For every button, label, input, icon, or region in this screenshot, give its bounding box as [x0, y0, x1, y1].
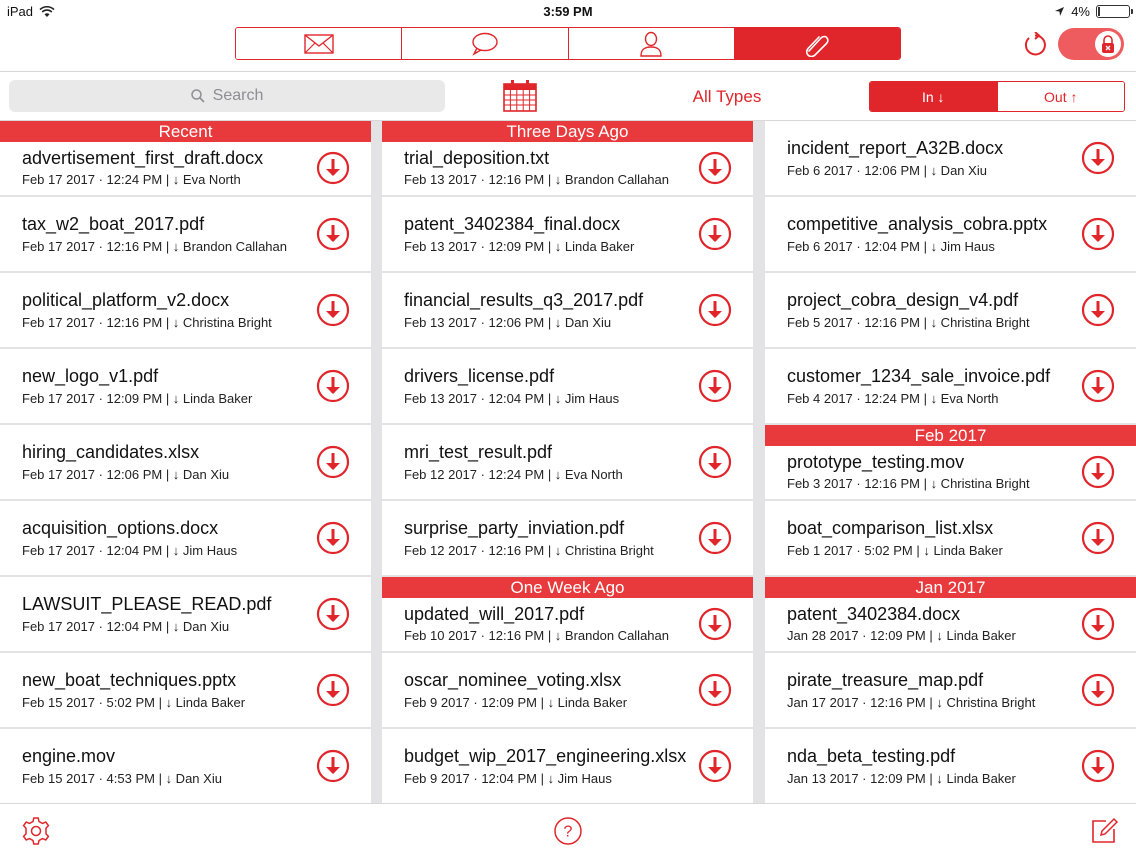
download-button[interactable] — [698, 369, 732, 403]
file-item[interactable] — [382, 577, 753, 651]
file-meta: Jan 17 2017 · 12:16 PM | ↓ Christina Bright — [787, 695, 1036, 710]
file-item[interactable] — [0, 349, 371, 423]
download-button[interactable] — [1081, 607, 1115, 641]
file-meta: Feb 15 2017 · 5:02 PM | ↓ Linda Baker — [22, 695, 246, 710]
file-item[interactable] — [382, 197, 753, 271]
download-icon — [698, 151, 732, 185]
file-name: oscar_nominee_voting.xlsx — [404, 670, 622, 690]
download-button[interactable] — [316, 151, 350, 185]
download-button[interactable] — [316, 521, 350, 555]
file-item[interactable] — [765, 729, 1136, 803]
file-meta: Feb 9 2017 · 12:04 PM | ↓ Jim Haus — [404, 771, 612, 786]
download-icon — [1081, 455, 1115, 489]
file-item[interactable] — [765, 121, 1136, 195]
file-meta: Feb 17 2017 · 12:16 PM | ↓ Christina Bright — [22, 315, 272, 330]
download-button[interactable] — [1081, 141, 1115, 175]
file-name: new_logo_v1.pdf — [22, 366, 159, 386]
tab-contacts[interactable] — [569, 28, 735, 59]
section-header: Jan 2017 — [765, 577, 1136, 598]
download-icon — [316, 151, 350, 185]
status-time: 3:59 PM — [543, 4, 593, 19]
file-meta: Feb 6 2017 · 12:04 PM | ↓ Jim Haus — [787, 239, 995, 254]
battery-icon — [1096, 5, 1130, 18]
file-name: budget_wip_2017_engineering.xlsx — [404, 746, 687, 766]
file-meta: Feb 17 2017 · 12:04 PM | ↓ Dan Xiu — [22, 619, 230, 634]
download-icon — [316, 597, 350, 631]
location-arrow-icon — [1054, 6, 1065, 17]
person-icon — [639, 31, 663, 57]
search-placeholder: Search — [212, 87, 264, 104]
search-icon — [191, 89, 205, 103]
file-name: nda_beta_testing.pdf — [787, 746, 956, 766]
file-meta: Feb 10 2017 · 12:16 PM | ↓ Brandon Callahan — [404, 628, 669, 643]
download-icon — [316, 293, 350, 327]
type-filter[interactable]: All Types — [692, 87, 762, 106]
file-meta: Feb 6 2017 · 12:06 PM | ↓ Dan Xiu — [787, 163, 987, 178]
file-name: patent_3402384.docx — [787, 604, 961, 624]
file-name: mri_test_result.pdf — [404, 442, 553, 462]
file-name: prototype_testing.mov — [787, 452, 965, 472]
compose-icon — [1090, 816, 1120, 846]
file-item[interactable] — [382, 729, 753, 803]
battery-percent: 4% — [1071, 4, 1090, 19]
file-name: LAWSUIT_PLEASE_READ.pdf — [22, 594, 272, 614]
download-icon — [1081, 749, 1115, 783]
download-button[interactable] — [1081, 293, 1115, 327]
file-name: drivers_license.pdf — [404, 366, 555, 386]
file-name: advertisement_first_draft.docx — [22, 148, 264, 168]
download-icon — [1081, 293, 1115, 327]
toggle-knob — [1095, 31, 1121, 57]
download-icon — [1081, 141, 1115, 175]
tab-mail[interactable] — [236, 28, 402, 59]
help-icon — [553, 816, 583, 846]
download-icon — [698, 673, 732, 707]
file-meta: Feb 13 2017 · 12:16 PM | ↓ Brandon Callahan — [404, 172, 669, 187]
file-name: political_platform_v2.docx — [22, 290, 230, 310]
download-button[interactable] — [1081, 673, 1115, 707]
file-name: incident_report_A32B.docx — [787, 138, 1004, 158]
file-item[interactable] — [382, 425, 753, 499]
file-meta: Feb 17 2017 · 12:16 PM | ↓ Brandon Callahan — [22, 239, 287, 254]
download-button[interactable] — [1081, 217, 1115, 251]
status-bar — [0, 0, 1136, 24]
download-button[interactable] — [316, 597, 350, 631]
download-button[interactable] — [698, 749, 732, 783]
file-meta: Feb 17 2017 · 12:24 PM | ↓ Eva North — [22, 172, 241, 187]
download-button[interactable] — [1081, 455, 1115, 489]
file-meta: Feb 17 2017 · 12:09 PM | ↓ Linda Baker — [22, 391, 253, 406]
file-name: patent_3402384_final.docx — [404, 214, 621, 234]
download-button[interactable] — [316, 217, 350, 251]
column-3 — [765, 121, 1136, 803]
file-item[interactable] — [0, 273, 371, 347]
section-header: Recent — [0, 121, 371, 142]
file-item[interactable] — [382, 273, 753, 347]
file-name: trial_deposition.txt — [404, 148, 550, 168]
file-name: customer_1234_sale_invoice.pdf — [787, 366, 1051, 386]
file-item[interactable] — [0, 653, 371, 727]
download-icon — [316, 673, 350, 707]
download-icon — [316, 521, 350, 555]
gear-icon — [21, 816, 51, 846]
category-tabs — [235, 27, 901, 60]
help-button[interactable] — [553, 816, 583, 851]
download-button[interactable] — [316, 293, 350, 327]
file-meta: Feb 15 2017 · 4:53 PM | ↓ Dan Xiu — [22, 771, 222, 786]
download-button[interactable] — [698, 445, 732, 479]
file-meta: Feb 13 2017 · 12:09 PM | ↓ Linda Baker — [404, 239, 635, 254]
section-header: One Week Ago — [382, 577, 753, 598]
file-name: pirate_treasure_map.pdf — [787, 670, 984, 690]
download-icon — [1081, 369, 1115, 403]
download-button[interactable] — [316, 369, 350, 403]
file-meta: Feb 9 2017 · 12:09 PM | ↓ Linda Baker — [404, 695, 628, 710]
section-header: Feb 2017 — [765, 425, 1136, 446]
download-button[interactable] — [698, 151, 732, 185]
file-item[interactable] — [382, 501, 753, 575]
search-input[interactable] — [9, 80, 445, 112]
download-button[interactable] — [1081, 749, 1115, 783]
file-item[interactable] — [765, 653, 1136, 727]
download-icon — [698, 293, 732, 327]
download-button[interactable] — [698, 521, 732, 555]
file-item[interactable] — [382, 349, 753, 423]
calendar-button[interactable] — [503, 80, 537, 117]
file-name: new_boat_techniques.pptx — [22, 670, 237, 690]
file-name: competitive_analysis_cobra.pptx — [787, 214, 1048, 234]
lock-icon — [1100, 34, 1116, 54]
download-icon — [316, 445, 350, 479]
mail-icon — [304, 34, 334, 54]
direction-out[interactable]: Out ↑ — [998, 82, 1125, 111]
file-item[interactable] — [765, 197, 1136, 271]
tab-attachments[interactable] — [735, 28, 900, 59]
file-meta: Feb 1 2017 · 5:02 PM | ↓ Linda Baker — [787, 543, 1003, 558]
download-button[interactable] — [698, 217, 732, 251]
file-item[interactable] — [0, 577, 371, 651]
file-item[interactable] — [382, 121, 753, 195]
file-name: financial_results_q3_2017.pdf — [404, 290, 644, 310]
file-name: acquisition_options.docx — [22, 518, 219, 538]
device-label: iPad — [7, 4, 34, 19]
download-button[interactable] — [1081, 369, 1115, 403]
download-icon — [698, 217, 732, 251]
file-meta: Feb 12 2017 · 12:24 PM | ↓ Eva North — [404, 467, 623, 482]
file-grid — [0, 121, 1136, 803]
file-item[interactable] — [765, 273, 1136, 347]
file-meta: Feb 4 2017 · 12:24 PM | ↓ Eva North — [787, 391, 999, 406]
file-item[interactable] — [765, 501, 1136, 575]
download-icon — [698, 749, 732, 783]
download-icon — [316, 217, 350, 251]
download-icon — [316, 749, 350, 783]
file-item[interactable] — [382, 653, 753, 727]
download-button[interactable] — [698, 293, 732, 327]
download-button[interactable] — [1081, 521, 1115, 555]
file-name: project_cobra_design_v4.pdf — [787, 290, 1019, 310]
download-icon — [1081, 217, 1115, 251]
download-icon — [1081, 521, 1115, 555]
file-item[interactable] — [765, 349, 1136, 423]
lock-toggle[interactable] — [1058, 28, 1124, 60]
download-button[interactable] — [316, 749, 350, 783]
status-right — [1054, 4, 1130, 19]
file-meta: Feb 13 2017 · 12:04 PM | ↓ Jim Haus — [404, 391, 620, 406]
file-name: hiring_candidates.xlsx — [22, 442, 200, 462]
file-meta: Feb 13 2017 · 12:06 PM | ↓ Dan Xiu — [404, 315, 612, 330]
file-meta: Feb 17 2017 · 12:06 PM | ↓ Dan Xiu — [22, 467, 230, 482]
settings-button[interactable] — [21, 816, 51, 851]
direction-filter — [869, 81, 1125, 112]
download-icon — [698, 521, 732, 555]
download-icon — [698, 369, 732, 403]
file-name: surprise_party_inviation.pdf — [404, 518, 625, 538]
file-item[interactable] — [0, 121, 371, 195]
file-name: tax_w2_boat_2017.pdf — [22, 214, 205, 234]
file-item[interactable] — [0, 729, 371, 803]
file-meta: Feb 12 2017 · 12:16 PM | ↓ Christina Bright — [404, 543, 654, 558]
file-meta: Feb 5 2017 · 12:16 PM | ↓ Christina Bright — [787, 315, 1030, 330]
download-icon — [1081, 673, 1115, 707]
bottom-bar — [0, 803, 1136, 852]
file-name: boat_comparison_list.xlsx — [787, 518, 994, 538]
section-header: Three Days Ago — [382, 121, 753, 142]
download-icon — [1081, 607, 1115, 641]
file-meta: Feb 3 2017 · 12:16 PM | ↓ Christina Bright — [787, 476, 1030, 491]
chat-bubble-icon — [471, 32, 499, 56]
tab-messages[interactable] — [402, 28, 568, 59]
calendar-icon — [503, 80, 537, 112]
toolbar-divider — [0, 71, 1136, 72]
column-1 — [0, 121, 371, 803]
download-button[interactable] — [316, 673, 350, 707]
file-item[interactable] — [765, 425, 1136, 499]
file-meta: Jan 13 2017 · 12:09 PM | ↓ Linda Baker — [787, 771, 1016, 786]
file-item[interactable] — [765, 577, 1136, 651]
file-name: engine.mov — [22, 746, 116, 766]
download-icon — [698, 445, 732, 479]
file-item[interactable] — [0, 197, 371, 271]
file-item[interactable] — [0, 425, 371, 499]
download-button[interactable] — [316, 445, 350, 479]
download-button[interactable] — [698, 673, 732, 707]
file-meta: Feb 17 2017 · 12:04 PM | ↓ Jim Haus — [22, 543, 238, 558]
refresh-button[interactable] — [1022, 32, 1048, 63]
download-icon — [316, 369, 350, 403]
file-item[interactable] — [0, 501, 371, 575]
file-meta: Jan 28 2017 · 12:09 PM | ↓ Linda Baker — [787, 628, 1016, 643]
download-button[interactable] — [698, 607, 732, 641]
download-icon — [698, 607, 732, 641]
file-name: updated_will_2017.pdf — [404, 604, 585, 624]
refresh-icon — [1022, 32, 1048, 58]
direction-in[interactable]: In ↓ — [870, 82, 998, 111]
svg-text:?: ? — [563, 823, 573, 841]
column-2 — [382, 121, 753, 803]
compose-button[interactable] — [1090, 816, 1120, 851]
paperclip-icon — [803, 31, 831, 57]
